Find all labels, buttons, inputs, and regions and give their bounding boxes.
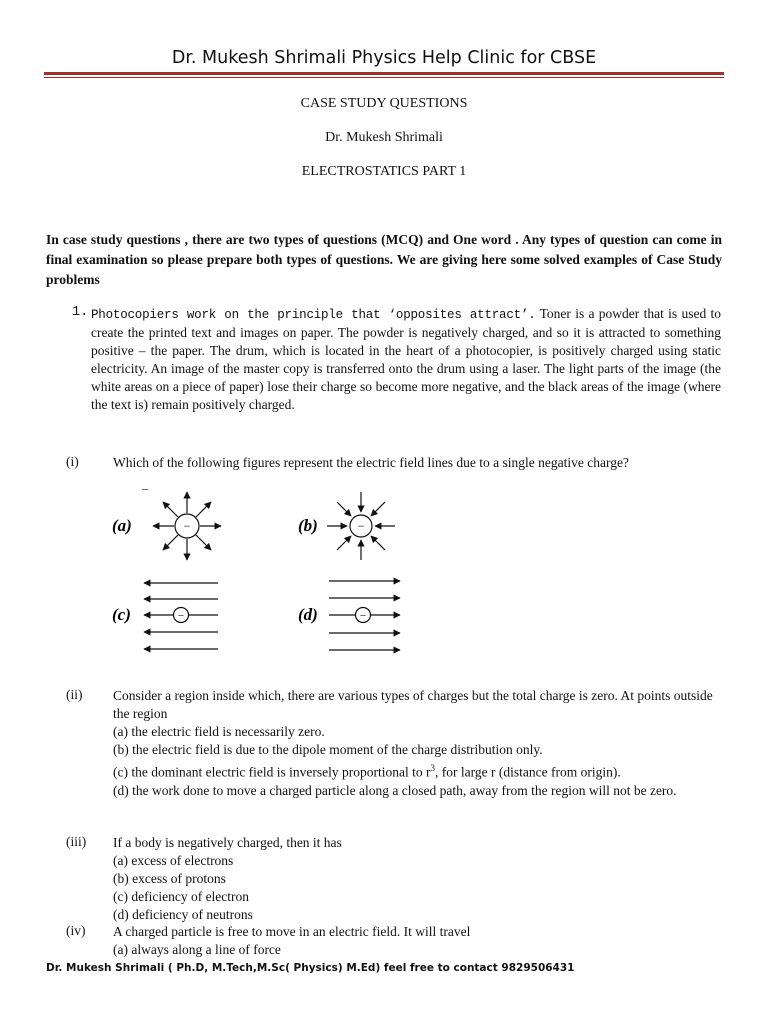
sub-iv-number: (iv): [66, 923, 86, 938]
electric-field-figure: [100, 482, 420, 662]
sub-iv-block: [113, 923, 723, 959]
stray-mark: –: [142, 482, 148, 495]
sub-ii-option-c-tail: , for large r (distance from origin).: [435, 764, 621, 780]
sub-ii-option-d: (d) the work done to move a charged particle along a closed path, away from the region will not be zero.: [113, 782, 677, 798]
figure-label-a: (a): [112, 516, 132, 535]
charge-sign-b: −: [357, 519, 365, 533]
figure-label-b: (b): [298, 516, 318, 535]
sub-iii-option-c: (c) deficiency of electron: [113, 889, 250, 904]
page-footer: Dr. Mukesh Shrimali ( Ph.D, M.Tech,M.Sc( Physics) M.Ed) feel free to contact 9829506431: [46, 962, 575, 974]
header-rule-thick: [44, 72, 724, 75]
sub-iii-number: (iii): [66, 834, 87, 849]
intro-paragraph: In case study questions , there are two types of questions (MCQ) and One word . Any types of question can come in final examination so please prepare both types of questions. We are giving here some solved examples of Case Study problems: [46, 232, 722, 287]
charge-sign-c: −: [177, 610, 185, 622]
sub-ii-number: (ii): [66, 687, 83, 702]
sub-iii-option-a: (a) excess of electrons: [113, 853, 234, 868]
sub-ii-stem: Consider a region inside which, there are various types of charges but the total charge is zero. At points outside the region: [113, 688, 713, 721]
sub-i-text: Which of the following figures represent the electric field lines due to a single negative charge?: [113, 455, 629, 470]
sub-ii-option-c-exponent: 3: [430, 763, 436, 773]
sub-iii-stem: If a body is negatively charged, then it has: [113, 835, 342, 850]
charge-sign-d: −: [359, 610, 367, 622]
question-1-passage: [91, 305, 721, 414]
page-header-title: Dr. Mukesh Shrimali Physics Help Clinic for CBSE: [171, 48, 597, 68]
figure-label-d: (d): [298, 605, 318, 624]
sub-iii-block: [113, 834, 723, 924]
sub-ii-option-b: (b) the electric field is due to the dipole moment of the charge distribution only.: [113, 742, 543, 757]
sub-ii-block: [113, 687, 723, 800]
doc-topic: ELECTROSTATICS PART 1: [301, 164, 467, 179]
sub-ii-option-a: (a) the electric field is necessarily zero.: [113, 724, 325, 739]
sub-ii-option-c-text: (c) the dominant electric field is inversely proportional to r: [113, 764, 431, 780]
doc-heading: CASE STUDY QUESTIONS: [300, 96, 468, 111]
sub-iii-option-d: (d) deficiency of neutrons: [113, 907, 253, 922]
sub-iii-option-b: (b) excess of protons: [113, 871, 226, 886]
sub-ii-option-c: [113, 759, 723, 782]
figure-label-c: (c): [112, 605, 131, 624]
charge-sign-a: −: [183, 519, 191, 533]
header-rule-thin: [44, 77, 724, 78]
doc-author: Dr. Mukesh Shrimali: [325, 130, 443, 145]
question-1-number: 1.: [72, 305, 89, 320]
sub-iv-option-a: (a) always along a line of force: [113, 942, 281, 957]
sub-iv-stem: A charged particle is free to move in an electric field. It will travel: [113, 924, 471, 939]
question-1-lead: Photocopiers work on the principle that ‘opposites attract’.: [91, 308, 536, 322]
question-1-body: Toner is a powder that is used to create the printed text and images on paper. The powder is negatively charged, and so it is attracted to something positive – the paper. The drum, which is located in the heart of a photocopier, is positively charged using static electricity. An image of the master copy is transferred onto the drum using a laser. The light parts of the image (the white areas on a piece of paper) lose their charge so become more negative, and the black areas of the image (where the text is) remain positively charged.: [91, 306, 721, 412]
sub-i-number: (i): [66, 454, 79, 469]
